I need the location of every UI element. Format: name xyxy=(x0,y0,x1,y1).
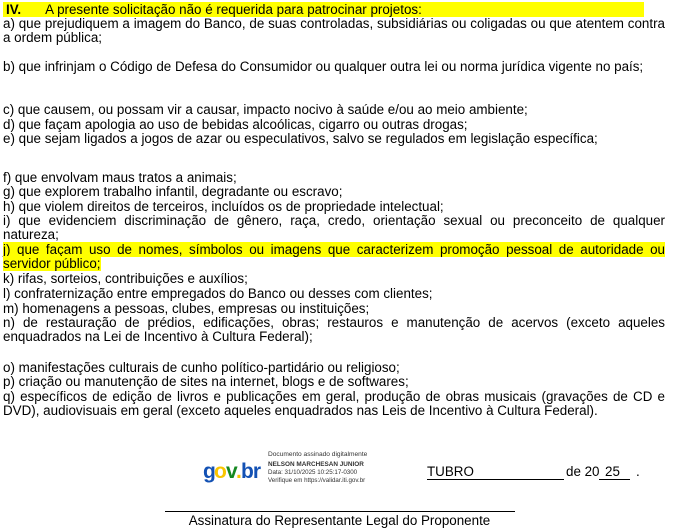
stamp-signer: NELSON MARCHESAN JUNIOR xyxy=(268,461,364,468)
clause-item xyxy=(3,185,665,199)
clause-item xyxy=(3,243,665,271)
clause-text: j) que façam uso de nomes, símbolos ou imagens que caracterizem promoção pessoal de autoridade ou servidor público; xyxy=(3,242,665,272)
signature-line xyxy=(165,511,515,512)
clause-item xyxy=(3,17,665,45)
month-underline xyxy=(427,479,564,480)
clause-text: m) homenagens a pessoas, clubes, empresas ou instituições; xyxy=(3,301,370,316)
date-end: . xyxy=(636,464,640,479)
stamp-date: Data: 31/10/2025 10:25:17-0300 xyxy=(268,469,358,476)
clause-item xyxy=(3,375,665,389)
year-underline xyxy=(599,479,630,480)
date-year: 25 xyxy=(605,464,620,479)
clause-text: h) que violem direitos de terceiros, incluídos os de propriedade intelectual; xyxy=(3,199,444,214)
clause-item xyxy=(3,316,665,344)
date-year-prefix: de 20 xyxy=(566,464,600,479)
clause-text: a) que prejudiquem a imagem do Banco, de suas controladas, subsidiárias ou coligadas ou que atentem contra a ordem pública; xyxy=(3,16,665,46)
clause-text: q) específicos de edição de livros e publicações em geral, produção de obras musicais (gravações de CD e DVD), audiovisuais em geral (exceto aqueles enquadrados nas Leis de Incentivo à Cultura Federal). xyxy=(3,389,665,419)
stamp-verify: Verifique em https://validar.iti.gov.br xyxy=(268,477,366,484)
clause-text: f) que envolvam maus tratos a animais; xyxy=(3,170,237,185)
clause-text: n) de restauração de prédios, edificações, obras; restauros e manutenção de acervos (exceto aqueles enquadrados na Lei de Incentivo à Cultura Federal); xyxy=(3,315,665,345)
clause-text: e) que sejam ligados a jogos de azar ou especulativos, salvo se regulados em legislação específica; xyxy=(3,131,598,146)
stamp-caption: Documento assinado digitalmente xyxy=(268,451,368,458)
svg-text:v: v xyxy=(226,460,237,483)
clause-text: o) manifestações culturais de cunho político-partidário ou religioso; xyxy=(3,360,400,375)
clause-item xyxy=(3,132,665,146)
svg-text:o: o xyxy=(214,460,226,483)
clause-item xyxy=(3,214,665,242)
clause-text: c) que causem, ou possam vir a causar, impacto nocivo à saúde e/ou ao meio ambiente; xyxy=(3,102,528,117)
section-heading xyxy=(3,2,644,17)
section-numeral: IV. xyxy=(6,2,22,17)
clause-text: l) confraternização entre empregados do Banco ou desses com clientes; xyxy=(3,286,433,301)
clause-text: p) criação ou manutenção de sites na internet, blogs e de softwares; xyxy=(3,374,409,389)
svg-text:.: . xyxy=(236,460,242,483)
section-heading-text: A presente solicitação não é requerida para patrocinar projetos: xyxy=(45,2,422,17)
clause-item xyxy=(3,103,665,117)
clause-text: b) que infrinjam o Código de Defesa do Consumidor ou qualquer outra lei ou norma jurídica vigente no país; xyxy=(3,59,644,74)
clause-text: i) que evidenciem discriminação de gênero, raça, credo, orientação sexual ou preconceito de qualquer natureza; xyxy=(3,213,665,243)
svg-text:g: g xyxy=(203,460,215,483)
clause-text: g) que explorem trabalho infantil, degradante ou escravo; xyxy=(3,184,343,199)
signature-stamp xyxy=(268,461,365,485)
svg-text:br: br xyxy=(241,460,260,483)
clause-text: k) rifas, sorteios, contribuições e auxílios; xyxy=(3,271,248,286)
clause-text: d) que façam apologia ao uso de bebidas alcoólicas, cigarro ou outras drogas; xyxy=(3,117,468,132)
date-month: TUBRO xyxy=(427,464,474,479)
govbr-logo xyxy=(203,460,265,484)
clause-item xyxy=(3,60,665,74)
clause-item xyxy=(3,272,665,286)
signature-label: Assinatura do Representante Legal do Proponente xyxy=(188,513,491,528)
clause-item xyxy=(3,390,665,418)
clause-item xyxy=(3,287,665,301)
